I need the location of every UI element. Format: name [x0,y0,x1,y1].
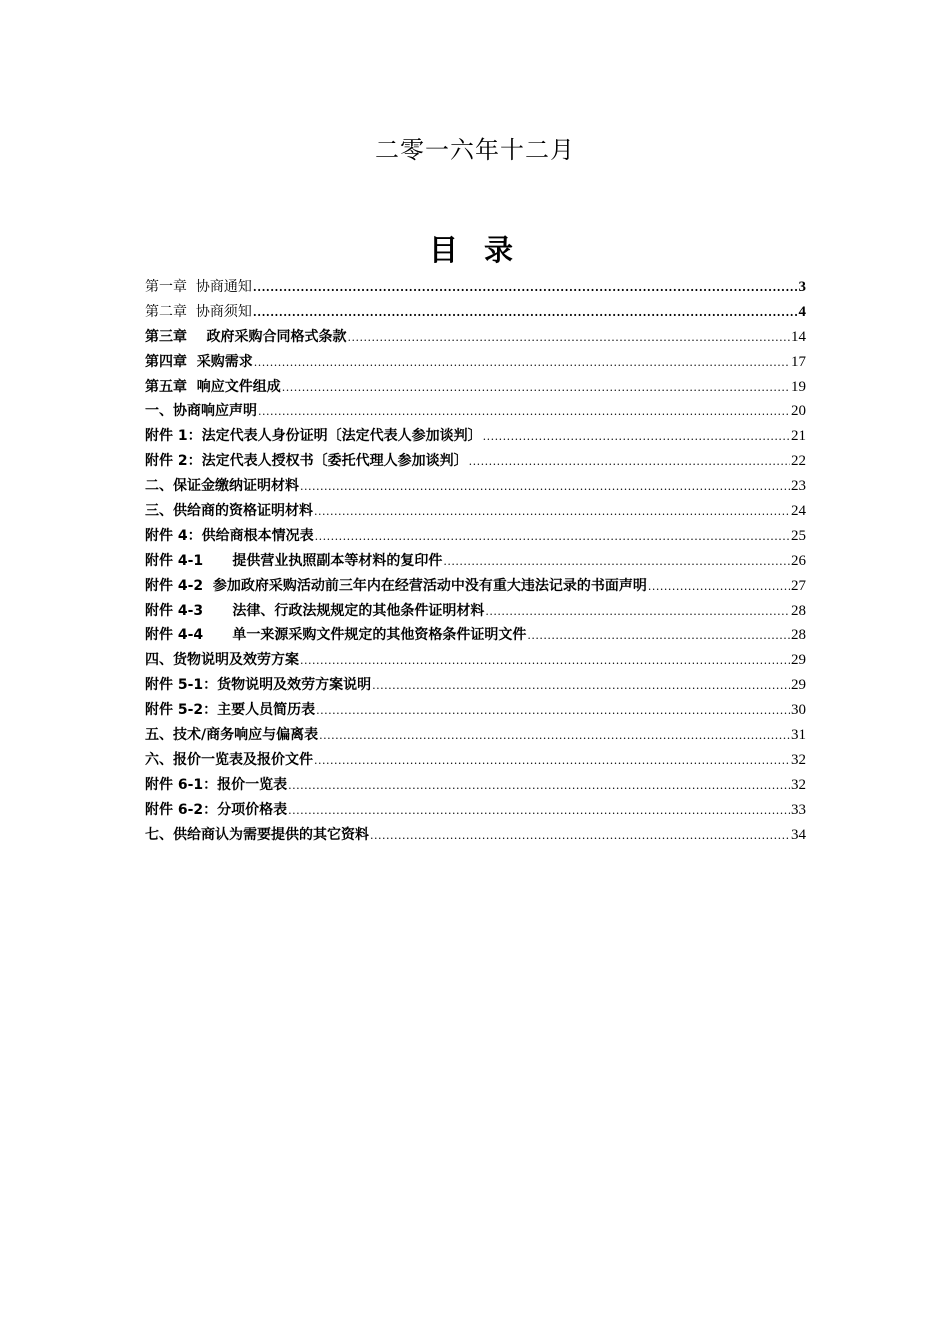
toc-leader-dots [483,430,790,443]
toc-entry[interactable] [145,649,806,674]
toc-entry[interactable] [145,749,806,774]
toc-entry-label: 附件 4-1 提供营业执照副本等材料的复印件 [145,552,443,569]
toc-leader-dots [443,555,790,568]
toc-entry-label: 二、保证金缴纳证明材料 [145,478,299,495]
toc-entry-page: 25 [791,527,806,544]
toc-entry-label: 第一章 协商通知 [145,279,252,295]
toc-entry-page: 21 [791,428,806,445]
toc-leader-dots [314,505,790,518]
toc-entry-page: 20 [791,403,806,420]
toc-entry-label: 附件 2：法定代表人授权书〔委托代理人参加谈判〕 [145,453,468,470]
toc-leader-dots [300,480,790,493]
toc-entry[interactable] [145,326,806,351]
toc-leader-dots [258,405,790,418]
toc-entry[interactable] [145,450,806,475]
toc-leader-dots [485,605,790,618]
toc-leader-dots [370,829,790,842]
toc-entry-label: 五、技术/商务响应与偏离表 [145,727,319,744]
toc-entry[interactable] [145,425,806,450]
toc-entry-page: 3 [798,279,806,295]
toc-entry-label: 三、供给商的资格证明材料 [145,503,313,520]
toc-leader-dots [316,704,790,717]
toc-entry-page: 32 [791,751,806,768]
toc-entry-label: 七、供给商认为需要提供的其它资料 [145,826,369,843]
toc-entry[interactable] [145,301,806,326]
toc-leader-dots [300,654,790,667]
toc-entry-label: 第四章 采购需求 [145,353,253,370]
toc-entry[interactable] [145,624,806,649]
toc-leader-dots [319,729,790,742]
toc-entry[interactable] [145,400,806,425]
toc-leader-dots [288,779,790,792]
toc-entry[interactable] [145,475,806,500]
toc-entry-label: 附件 4-4 单一来源采购文件规定的其他资格条件证明文件 [145,627,527,644]
toc-entry[interactable] [145,699,806,724]
toc-entry[interactable] [145,550,806,575]
toc-entry-page: 23 [791,478,806,495]
toc-entry-label: 附件 5-1：货物说明及效劳方案说明 [145,677,372,694]
toc-entry-label: 附件 6-2：分项价格表 [145,801,288,818]
toc-entry-page: 29 [791,652,806,669]
toc-entry-label: 附件 1：法定代表人身份证明〔法定代表人参加谈判〕 [145,428,482,445]
toc-entry-page: 17 [791,353,806,370]
toc-entry[interactable] [145,774,806,799]
toc-leader-dots [648,580,790,593]
toc-leader-dots [282,381,790,394]
toc-leader-dots [469,455,790,468]
toc-leader-dots [314,754,790,767]
toc-entry-page: 27 [791,577,806,594]
toc-entry-page: 26 [791,552,806,569]
toc-entry-page: 29 [791,677,806,694]
toc-entry-page: 30 [791,702,806,719]
toc-entry-label: 附件 6-1：报价一览表 [145,776,288,793]
toc-entry[interactable] [145,376,806,401]
toc-entry-page: 34 [791,826,806,843]
toc-entry-page: 33 [791,801,806,818]
toc-entry-page: 28 [791,627,806,644]
toc-entry-label: 六、报价一览表及报价文件 [145,751,313,768]
toc-entry-label: 四、货物说明及效劳方案 [145,652,299,669]
toc-entry[interactable] [145,575,806,600]
toc-leader-dots [253,281,798,294]
toc-entry-page: 24 [791,503,806,520]
toc-leader-dots [348,331,791,344]
toc-entry-page: 28 [791,602,806,619]
toc-entry-label: 附件 5-2：主要人员简历表 [145,702,316,719]
toc-entry-label: 附件 4-3 法律、行政法规规定的其他条件证明材料 [145,602,485,619]
toc-entry-page: 22 [791,453,806,470]
toc-entry-label: 一、协商响应声明 [145,403,257,420]
toc-entry-page: 19 [791,378,806,395]
toc-entry[interactable] [145,351,806,376]
toc-leader-dots [254,356,790,369]
toc-entry[interactable] [145,824,806,849]
toc-entry[interactable] [145,525,806,550]
toc-entry-page: 4 [798,303,806,320]
toc-entry-page: 31 [791,727,806,744]
toc-entry[interactable] [145,799,806,824]
toc-leader-dots [527,629,790,642]
toc-entry-label: 第二章 协商须知 [145,303,252,320]
toc-entry[interactable] [145,276,806,301]
toc-leader-dots [253,306,798,319]
toc-leader-dots [315,530,790,543]
toc-entry-label: 附件 4：供给商根本情况表 [145,527,314,544]
toc-entry-page: 32 [791,776,806,793]
toc-entry-label: 第五章 响应文件组成 [145,378,281,395]
toc-entry-label: 第三章 政府采购合同格式条款 [145,328,347,345]
toc-entry[interactable] [145,724,806,749]
toc-leader-dots [372,679,790,692]
document-date: 二零一六年十二月 [375,136,575,164]
table-of-contents [145,276,806,848]
toc-entry[interactable] [145,500,806,525]
toc-leader-dots [288,804,790,817]
toc-entry[interactable] [145,600,806,625]
toc-entry-page: 14 [791,328,806,345]
toc-entry-label: 附件 4-2 参加政府采购活动前三年内在经营活动中没有重大违法记录的书面声明 [145,577,647,594]
toc-title: 目 录 [428,233,522,267]
toc-entry[interactable] [145,674,806,699]
